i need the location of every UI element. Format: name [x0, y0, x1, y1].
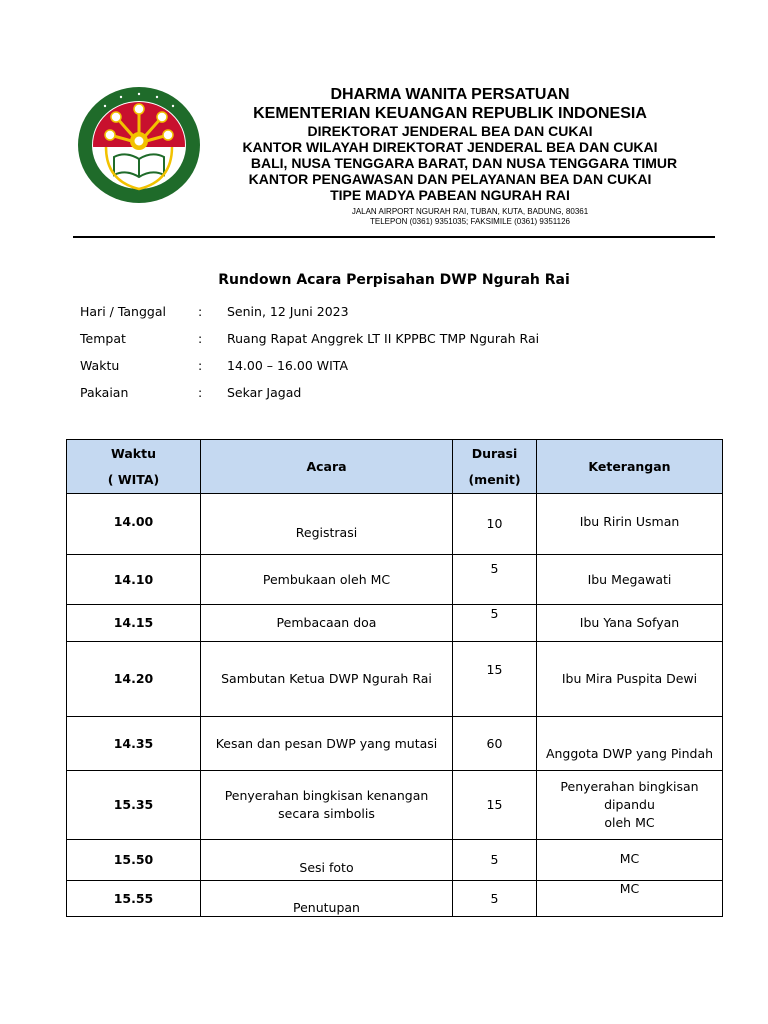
cell-acara — [201, 555, 453, 605]
cell-text: 14.15 — [113, 615, 154, 630]
cell-text: 15.50 — [113, 852, 154, 867]
cell-text: Ibu Yana Sofyan — [579, 615, 680, 630]
cell-waktu — [67, 840, 201, 881]
cell-text: 15 — [486, 797, 503, 812]
table-row — [67, 605, 723, 642]
cell-waktu — [67, 494, 201, 555]
info-colon: : — [198, 358, 203, 373]
cell-waktu — [67, 881, 201, 917]
header-waktu — [67, 440, 201, 494]
cell-text: 14.20 — [113, 671, 154, 686]
cell-waktu — [67, 771, 201, 840]
cell-durasi — [453, 555, 537, 605]
cell-text: 15.35 — [113, 797, 154, 812]
cell-durasi — [453, 717, 537, 771]
cell-durasi — [453, 881, 537, 917]
cell-text-block — [537, 778, 722, 832]
cell-text: Sambutan Ketua DWP Ngurah Rai — [221, 671, 432, 686]
cell-keterangan — [537, 642, 723, 717]
cell-text-line: secara simbolis — [278, 806, 375, 821]
info-colon: : — [198, 331, 203, 346]
letterhead-address — [250, 207, 690, 227]
cell-acara — [201, 717, 453, 771]
cell-text: 14.10 — [113, 571, 154, 587]
info-label: Pakaian — [80, 385, 129, 400]
table-row — [67, 555, 723, 605]
header-durasi — [453, 440, 537, 494]
dharma-wanita-emblem-icon — [76, 85, 202, 205]
cell-text: Pembukaan oleh MC — [262, 571, 391, 587]
cell-durasi — [453, 642, 537, 717]
table-row — [67, 494, 723, 555]
cell-text: Sesi foto — [299, 860, 354, 875]
cell-text: 10 — [486, 516, 503, 531]
cell-keterangan — [537, 555, 723, 605]
table-row — [67, 717, 723, 771]
cell-keterangan — [537, 771, 723, 840]
info-value: Ruang Rapat Anggrek LT II KPPBC TMP Ngurah Rai — [227, 331, 540, 346]
event-info — [80, 302, 640, 410]
table-header-row — [67, 440, 723, 494]
cell-durasi — [453, 494, 537, 555]
cell-acara — [201, 494, 453, 555]
info-row-time — [80, 356, 640, 383]
letterhead — [210, 86, 690, 203]
cell-keterangan — [537, 840, 723, 881]
regional-office-name: KANTOR WILAYAH DIREKTORAT JENDERAL BEA DAN CUKAI — [242, 139, 658, 155]
info-value: 14.00 – 16.00 WITA — [227, 358, 349, 373]
table-row — [67, 642, 723, 717]
info-label: Tempat — [80, 331, 126, 346]
header-keterangan: Keterangan — [537, 440, 723, 494]
cell-acara — [201, 771, 453, 840]
cell-durasi — [453, 840, 537, 881]
cell-text-line: dipandu — [604, 797, 655, 812]
cell-text: 60 — [486, 735, 503, 751]
cell-text-line: oleh MC — [604, 815, 655, 830]
regional-area: BALI, NUSA TENGGARA BARAT, DAN NUSA TENGGARA TIMUR — [250, 155, 678, 171]
cell-waktu — [67, 555, 201, 605]
letterhead-divider — [73, 236, 715, 238]
info-label: Waktu — [80, 358, 120, 373]
cell-waktu — [67, 605, 201, 642]
table-row — [67, 881, 723, 917]
info-row-place — [80, 329, 640, 356]
info-value: Senin, 12 Juni 2023 — [227, 304, 349, 319]
cell-text-line: Penyerahan bingkisan — [560, 779, 699, 794]
cell-durasi — [453, 771, 537, 840]
header-waktu-unit: ( WITA) — [107, 471, 160, 487]
cell-keterangan — [537, 717, 723, 771]
cell-text: 14.00 — [113, 514, 154, 529]
cell-acara — [201, 840, 453, 881]
cell-text: MC — [619, 881, 640, 896]
info-row-attire — [80, 383, 640, 410]
info-row-date — [80, 302, 640, 329]
directorate-name: DIREKTORAT JENDERAL BEA DAN CUKAI — [307, 123, 593, 139]
cell-text: MC — [619, 851, 640, 866]
rundown-table — [66, 439, 723, 917]
cell-text: Kesan dan pesan DWP yang mutasi — [215, 735, 438, 751]
cell-text: 14.35 — [113, 735, 154, 751]
info-label: Hari / Tanggal — [80, 304, 166, 319]
header-acara: Acara — [201, 440, 453, 494]
table-row — [67, 840, 723, 881]
info-colon: : — [198, 304, 203, 319]
cell-text: Ibu Megawati — [587, 571, 672, 587]
cell-text-block — [201, 787, 452, 823]
info-colon: : — [198, 385, 203, 400]
cell-text: 15 — [486, 662, 503, 677]
cell-text: 5 — [490, 561, 499, 576]
cell-waktu — [67, 642, 201, 717]
cell-text: Ibu Ririn Usman — [579, 514, 680, 529]
cell-text: Anggota DWP yang Pindah — [545, 746, 714, 761]
cell-durasi — [453, 605, 537, 642]
table-row — [67, 771, 723, 840]
cell-acara — [201, 642, 453, 717]
office-name: KANTOR PENGAWASAN DAN PELAYANAN BEA DAN CUKAI — [248, 171, 652, 187]
header-durasi-label: Durasi — [471, 445, 518, 461]
header-durasi-unit: (menit) — [468, 471, 521, 487]
cell-acara — [201, 605, 453, 642]
cell-text: 5 — [490, 890, 499, 906]
cell-text: 15.55 — [113, 890, 154, 906]
info-value: Sekar Jagad — [227, 385, 302, 400]
cell-text: Ibu Mira Puspita Dewi — [561, 671, 698, 686]
cell-text: 5 — [490, 852, 499, 867]
address-line: JALAN AIRPORT NGURAH RAI, TUBAN, KUTA, BADUNG, 80361 — [351, 207, 589, 216]
cell-text: 5 — [490, 606, 499, 621]
header-waktu-label: Waktu — [111, 445, 156, 461]
organization-name: DHARMA WANITA PERSATUAN — [330, 86, 570, 103]
document-title: Rundown Acara Perpisahan DWP Ngurah Rai — [218, 272, 570, 288]
cell-acara — [201, 881, 453, 917]
phone-line: TELEPON (0361) 9351035; FAKSIMILE (0361) 9351126 — [370, 217, 570, 226]
office-type: TIPE MADYA PABEAN NGURAH RAI — [330, 187, 570, 203]
cell-text: Penutupan — [293, 900, 360, 915]
cell-text: Pembacaan doa — [276, 615, 377, 630]
cell-text-line: Penyerahan bingkisan kenangan — [224, 788, 429, 803]
cell-keterangan — [537, 494, 723, 555]
cell-keterangan — [537, 605, 723, 642]
cell-waktu — [67, 717, 201, 771]
cell-keterangan — [537, 881, 723, 917]
ministry-name: KEMENTERIAN KEUANGAN REPUBLIK INDONESIA — [253, 105, 647, 122]
cell-text: Registrasi — [295, 525, 358, 540]
